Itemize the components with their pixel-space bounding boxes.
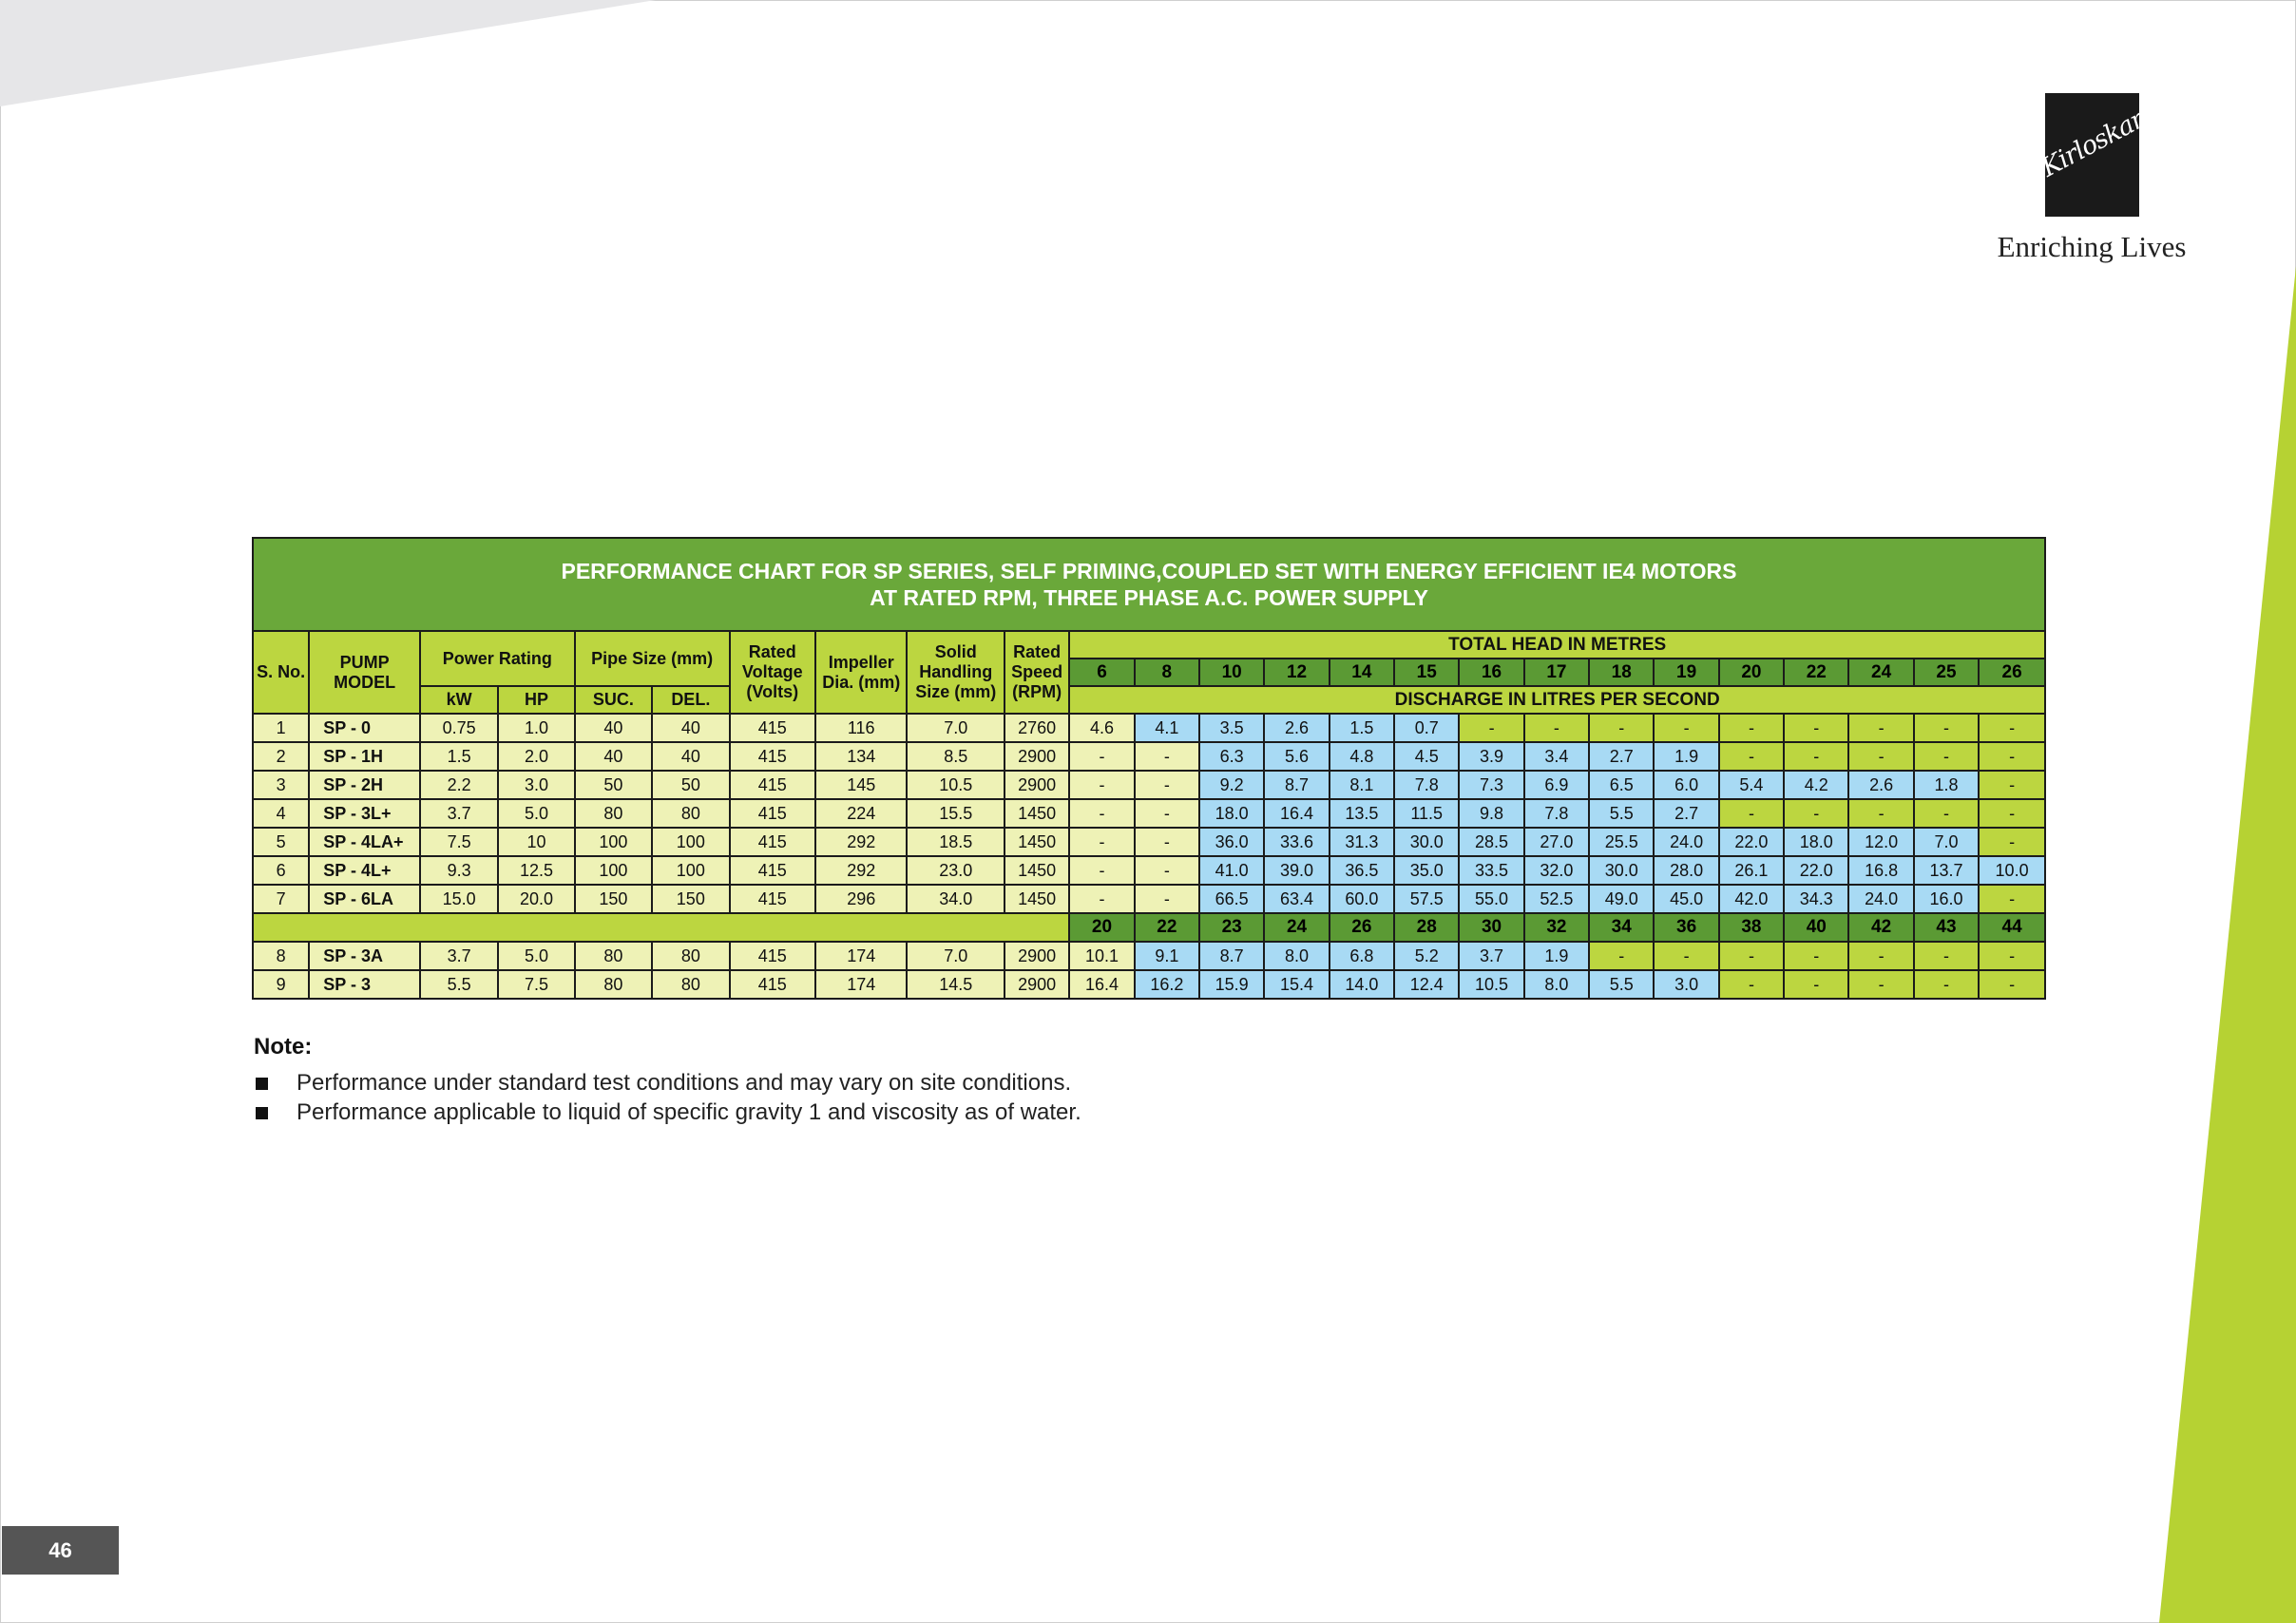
cell-discharge: 8.1 [1330,771,1394,799]
table-row [253,742,2045,771]
head-value: 32 [1524,913,1589,942]
head-value: 18 [1589,659,1654,686]
cell-discharge: 25.5 [1589,828,1654,856]
square-bullet-icon [256,1078,268,1090]
cell-hp: 7.5 [498,970,574,999]
cell-discharge: - [1069,856,1134,885]
cell-discharge: 27.0 [1524,828,1589,856]
cell-del: 150 [652,885,729,913]
cell-imp: 134 [815,742,907,771]
cell-discharge: - [1848,714,1913,742]
cell-discharge: 14.0 [1330,970,1394,999]
cell-sno: 7 [253,885,309,913]
cell-discharge: - [1135,771,1199,799]
cell-volt: 415 [730,942,815,970]
head-value: 19 [1654,659,1718,686]
cell-discharge: 6.0 [1654,771,1718,799]
cell-discharge: - [1069,885,1134,913]
cell-discharge: 66.5 [1199,885,1264,913]
head-separator-row [253,913,2045,942]
cell-discharge: 3.7 [1459,942,1523,970]
cell-discharge: - [1979,970,2045,999]
header-voltage: Rated Voltage (Volts) [730,631,815,714]
cell-suc: 80 [575,970,652,999]
cell-suc: 150 [575,885,652,913]
cell-model: SP - 1H [309,742,420,771]
cell-solid: 8.5 [907,742,1004,771]
cell-discharge: - [1069,828,1134,856]
square-bullet-icon [256,1107,268,1119]
cell-discharge: 36.0 [1199,828,1264,856]
cell-imp: 296 [815,885,907,913]
head-value: 23 [1199,913,1264,942]
cell-rpm: 2900 [1004,942,1069,970]
cell-discharge: 7.8 [1524,799,1589,828]
cell-discharge: 0.7 [1394,714,1459,742]
cell-suc: 80 [575,799,652,828]
cell-discharge: - [1784,970,1848,999]
cell-discharge: 3.5 [1199,714,1264,742]
cell-discharge: 15.9 [1199,970,1264,999]
cell-discharge: 1.5 [1330,714,1394,742]
header-sno: S. No. [253,631,309,714]
cell-sno: 1 [253,714,309,742]
cell-imp: 224 [815,799,907,828]
cell-solid: 14.5 [907,970,1004,999]
cell-imp: 174 [815,942,907,970]
performance-table [252,537,2046,1000]
cell-discharge: 6.8 [1330,942,1394,970]
cell-discharge: - [1914,799,1979,828]
cell-hp: 1.0 [498,714,574,742]
cell-rpm: 1450 [1004,799,1069,828]
cell-discharge: - [1784,742,1848,771]
header-suc: SUC. [575,686,652,714]
cell-volt: 415 [730,742,815,771]
cell-discharge: - [1135,885,1199,913]
cell-kw: 3.7 [420,942,498,970]
cell-discharge: 16.4 [1264,799,1329,828]
cell-discharge: 2.7 [1654,799,1718,828]
cell-discharge: 52.5 [1524,885,1589,913]
cell-hp: 5.0 [498,942,574,970]
logo-mark [2037,93,2149,217]
cell-discharge: 26.1 [1719,856,1784,885]
cell-discharge: - [1914,742,1979,771]
cell-discharge: - [1848,970,1913,999]
cell-discharge: 15.4 [1264,970,1329,999]
cell-discharge: 1.9 [1654,742,1718,771]
header-discharge: DISCHARGE IN LITRES PER SECOND [1069,686,2045,714]
head-value: 24 [1264,913,1329,942]
cell-discharge: - [1135,799,1199,828]
cell-discharge: - [1069,771,1134,799]
cell-discharge: 33.6 [1264,828,1329,856]
cell-discharge: 2.7 [1589,742,1654,771]
cell-discharge: 7.3 [1459,771,1523,799]
cell-suc: 100 [575,856,652,885]
table-row [253,885,2045,913]
cell-del: 80 [652,942,729,970]
note-item [254,1098,1584,1127]
cell-discharge: - [1719,799,1784,828]
cell-discharge: 42.0 [1719,885,1784,913]
header-kw: kW [420,686,498,714]
cell-discharge: 16.0 [1914,885,1979,913]
brand-tagline: Enriching Lives [1997,230,2187,263]
cell-kw: 0.75 [420,714,498,742]
cell-discharge: 13.7 [1914,856,1979,885]
cell-discharge: - [1979,799,2045,828]
cell-discharge: - [1848,799,1913,828]
cell-discharge: 3.0 [1654,970,1718,999]
cell-discharge: 39.0 [1264,856,1329,885]
head-value: 36 [1654,913,1718,942]
table-row [253,828,2045,856]
head-value: 10 [1199,659,1264,686]
cell-sno: 3 [253,771,309,799]
cell-discharge: 3.4 [1524,742,1589,771]
cell-discharge: - [1914,942,1979,970]
cell-discharge: 12.0 [1848,828,1913,856]
head-value: 44 [1979,913,2045,942]
cell-discharge: 10.1 [1069,942,1134,970]
cell-discharge: 8.7 [1264,771,1329,799]
cell-discharge: - [1848,942,1913,970]
cell-discharge: - [1979,828,2045,856]
cell-discharge: 5.5 [1589,799,1654,828]
cell-hp: 5.0 [498,799,574,828]
cell-discharge: 11.5 [1394,799,1459,828]
cell-discharge: 12.4 [1394,970,1459,999]
head-value: 26 [1330,913,1394,942]
cell-solid: 10.5 [907,771,1004,799]
cell-solid: 15.5 [907,799,1004,828]
cell-discharge: - [1524,714,1589,742]
cell-rpm: 2760 [1004,714,1069,742]
table-row [253,714,2045,742]
cell-discharge: - [1784,799,1848,828]
cell-discharge: 36.5 [1330,856,1394,885]
cell-discharge: 5.5 [1589,970,1654,999]
cell-solid: 34.0 [907,885,1004,913]
cell-kw: 7.5 [420,828,498,856]
head-value: 22 [1135,913,1199,942]
head-value: 28 [1394,913,1459,942]
cell-discharge: - [1135,828,1199,856]
header-hp: HP [498,686,574,714]
cell-model: SP - 4LA+ [309,828,420,856]
cell-discharge: 7.0 [1914,828,1979,856]
cell-imp: 292 [815,856,907,885]
cell-discharge: - [1069,742,1134,771]
cell-model: SP - 3 [309,970,420,999]
cell-discharge: 49.0 [1589,885,1654,913]
cell-discharge: 1.8 [1914,771,1979,799]
cell-kw: 15.0 [420,885,498,913]
header-total-head: TOTAL HEAD IN METRES [1069,631,2045,659]
cell-sno: 5 [253,828,309,856]
head-value: 34 [1589,913,1654,942]
cell-discharge: - [1719,742,1784,771]
head-value: 42 [1848,913,1913,942]
header-model: PUMP MODEL [309,631,420,714]
head-value: 38 [1719,913,1784,942]
cell-discharge: 33.5 [1459,856,1523,885]
cell-discharge: - [1784,714,1848,742]
cell-sno: 6 [253,856,309,885]
cell-discharge: 3.9 [1459,742,1523,771]
cell-discharge: 55.0 [1459,885,1523,913]
cell-discharge: - [1654,942,1718,970]
cell-del: 100 [652,828,729,856]
cell-rpm: 2900 [1004,742,1069,771]
cell-solid: 7.0 [907,942,1004,970]
cell-kw: 3.7 [420,799,498,828]
cell-imp: 116 [815,714,907,742]
head-value: 30 [1459,913,1523,942]
cell-solid: 18.5 [907,828,1004,856]
cell-discharge: 16.4 [1069,970,1134,999]
cell-discharge: 41.0 [1199,856,1264,885]
cell-discharge: 6.3 [1199,742,1264,771]
cell-discharge: - [1135,742,1199,771]
cell-discharge: 63.4 [1264,885,1329,913]
cell-discharge: - [1654,714,1718,742]
cell-del: 40 [652,742,729,771]
corner-decoration [0,0,684,114]
cell-discharge: 16.8 [1848,856,1913,885]
cell-discharge: 9.1 [1135,942,1199,970]
cell-discharge: - [1719,970,1784,999]
cell-discharge: 28.0 [1654,856,1718,885]
cell-rpm: 2900 [1004,970,1069,999]
cell-volt: 415 [730,828,815,856]
cell-discharge: 22.0 [1784,856,1848,885]
cell-del: 50 [652,771,729,799]
cell-discharge: 5.6 [1264,742,1329,771]
cell-discharge: 1.9 [1524,942,1589,970]
cell-discharge: - [1719,714,1784,742]
cell-kw: 1.5 [420,742,498,771]
cell-kw: 9.3 [420,856,498,885]
cell-suc: 100 [575,828,652,856]
cell-sno: 8 [253,942,309,970]
head-value: 20 [1719,659,1784,686]
cell-imp: 174 [815,970,907,999]
cell-volt: 415 [730,885,815,913]
cell-discharge: 4.2 [1784,771,1848,799]
table-row [253,856,2045,885]
cell-discharge: 45.0 [1654,885,1718,913]
cell-volt: 415 [730,771,815,799]
cell-model: SP - 4L+ [309,856,420,885]
cell-discharge: 6.9 [1524,771,1589,799]
header-power-rating: Power Rating [420,631,575,686]
cell-discharge: 35.0 [1394,856,1459,885]
header-pipe-size: Pipe Size (mm) [575,631,730,686]
cell-discharge: 8.0 [1524,970,1589,999]
note-text: Performance applicable to liquid of specific gravity 1 and viscosity as of water. [297,1099,1081,1125]
cell-discharge: 10.5 [1459,970,1523,999]
cell-discharge: 28.5 [1459,828,1523,856]
cell-discharge: - [1979,714,2045,742]
cell-discharge: 4.5 [1394,742,1459,771]
header-speed: Rated Speed (RPM) [1004,631,1069,714]
cell-rpm: 1450 [1004,856,1069,885]
cell-del: 100 [652,856,729,885]
cell-hp: 3.0 [498,771,574,799]
cell-discharge: 24.0 [1848,885,1913,913]
head-value: 14 [1330,659,1394,686]
cell-discharge: 32.0 [1524,856,1589,885]
cell-discharge: - [1979,742,2045,771]
cell-sno: 4 [253,799,309,828]
cell-discharge: 57.5 [1394,885,1459,913]
cell-model: SP - 3L+ [309,799,420,828]
cell-discharge: 4.6 [1069,714,1134,742]
cell-discharge: - [1589,714,1654,742]
cell-kw: 2.2 [420,771,498,799]
cell-discharge: - [1069,799,1134,828]
header-del: DEL. [652,686,729,714]
cell-discharge: 8.0 [1264,942,1329,970]
table-row [253,799,2045,828]
page-number: 46 [2,1526,119,1575]
cell-discharge: - [1914,970,1979,999]
note-item [254,1068,1584,1098]
brand-logo [1997,93,2187,268]
head-value: 8 [1135,659,1199,686]
cell-discharge: 34.3 [1784,885,1848,913]
cell-discharge: - [1719,942,1784,970]
cell-discharge: 2.6 [1264,714,1329,742]
cell-imp: 292 [815,828,907,856]
cell-discharge: - [1979,885,2045,913]
cell-rpm: 1450 [1004,828,1069,856]
head-value: 40 [1784,913,1848,942]
head-value: 43 [1914,913,1979,942]
notes-section [254,1034,1584,1127]
cell-hp: 10 [498,828,574,856]
head-value: 26 [1979,659,2045,686]
cell-sno: 9 [253,970,309,999]
cell-discharge: 7.8 [1394,771,1459,799]
cell-suc: 40 [575,714,652,742]
cell-discharge: 31.3 [1330,828,1394,856]
cell-discharge: 9.8 [1459,799,1523,828]
cell-discharge: 10.0 [1979,856,2045,885]
table-title-line-2: AT RATED RPM, THREE PHASE A.C. POWER SUPPLY [870,585,1428,610]
cell-discharge: 18.0 [1784,828,1848,856]
cell-kw: 5.5 [420,970,498,999]
head-value: 16 [1459,659,1523,686]
cell-discharge: 4.1 [1135,714,1199,742]
head-value: 24 [1848,659,1913,686]
cell-del: 80 [652,970,729,999]
cell-discharge: 30.0 [1394,828,1459,856]
cell-suc: 40 [575,742,652,771]
cell-volt: 415 [730,714,815,742]
cell-discharge: 13.5 [1330,799,1394,828]
table-row [253,970,2045,999]
cell-hp: 2.0 [498,742,574,771]
cell-volt: 415 [730,970,815,999]
cell-sno: 2 [253,742,309,771]
head-value: 15 [1394,659,1459,686]
cell-suc: 80 [575,942,652,970]
cell-discharge: 6.5 [1589,771,1654,799]
cell-model: SP - 6LA [309,885,420,913]
cell-discharge: 18.0 [1199,799,1264,828]
cell-discharge: 30.0 [1589,856,1654,885]
table-row [253,942,2045,970]
cell-discharge: - [1589,942,1654,970]
cell-model: SP - 3A [309,942,420,970]
head-value: 12 [1264,659,1329,686]
cell-discharge: - [1979,771,2045,799]
cell-discharge: - [1914,714,1979,742]
cell-del: 80 [652,799,729,828]
cell-model: SP - 2H [309,771,420,799]
cell-discharge: 60.0 [1330,885,1394,913]
cell-discharge: 5.4 [1719,771,1784,799]
cell-discharge: - [1459,714,1523,742]
cell-solid: 23.0 [907,856,1004,885]
table-title-line-1: PERFORMANCE CHART FOR SP SERIES, SELF PRIMING,COUPLED SET WITH ENERGY EFFICIENT IE4 MOTORS [561,559,1737,583]
cell-discharge: - [1135,856,1199,885]
cell-del: 40 [652,714,729,742]
cell-discharge: 16.2 [1135,970,1199,999]
note-text: Performance under standard test conditions and may vary on site conditions. [297,1070,1072,1096]
table-title [253,538,2045,631]
cell-discharge: - [1848,742,1913,771]
header-impeller: Impeller Dia. (mm) [815,631,907,714]
cell-discharge: 4.8 [1330,742,1394,771]
head-value: 25 [1914,659,1979,686]
cell-solid: 7.0 [907,714,1004,742]
cell-discharge: - [1784,942,1848,970]
notes-title: Note: [254,1034,313,1060]
cell-volt: 415 [730,799,815,828]
cell-hp: 12.5 [498,856,574,885]
cell-model: SP - 0 [309,714,420,742]
cell-hp: 20.0 [498,885,574,913]
head-value: 20 [1069,913,1134,942]
cell-imp: 145 [815,771,907,799]
head-value: 6 [1069,659,1134,686]
head-value: 17 [1524,659,1589,686]
separator-fill [253,913,1069,942]
cell-rpm: 2900 [1004,771,1069,799]
cell-suc: 50 [575,771,652,799]
cell-discharge: 5.2 [1394,942,1459,970]
header-solid-handling: Solid Handling Size (mm) [907,631,1004,714]
cell-discharge: 8.7 [1199,942,1264,970]
cell-discharge: 9.2 [1199,771,1264,799]
cell-volt: 415 [730,856,815,885]
cell-discharge: 24.0 [1654,828,1718,856]
head-value: 22 [1784,659,1848,686]
cell-discharge: - [1979,942,2045,970]
logo-text: Kirloskar [2037,105,2149,183]
table-row [253,771,2045,799]
cell-discharge: 2.6 [1848,771,1913,799]
cell-rpm: 1450 [1004,885,1069,913]
cell-discharge: 22.0 [1719,828,1784,856]
